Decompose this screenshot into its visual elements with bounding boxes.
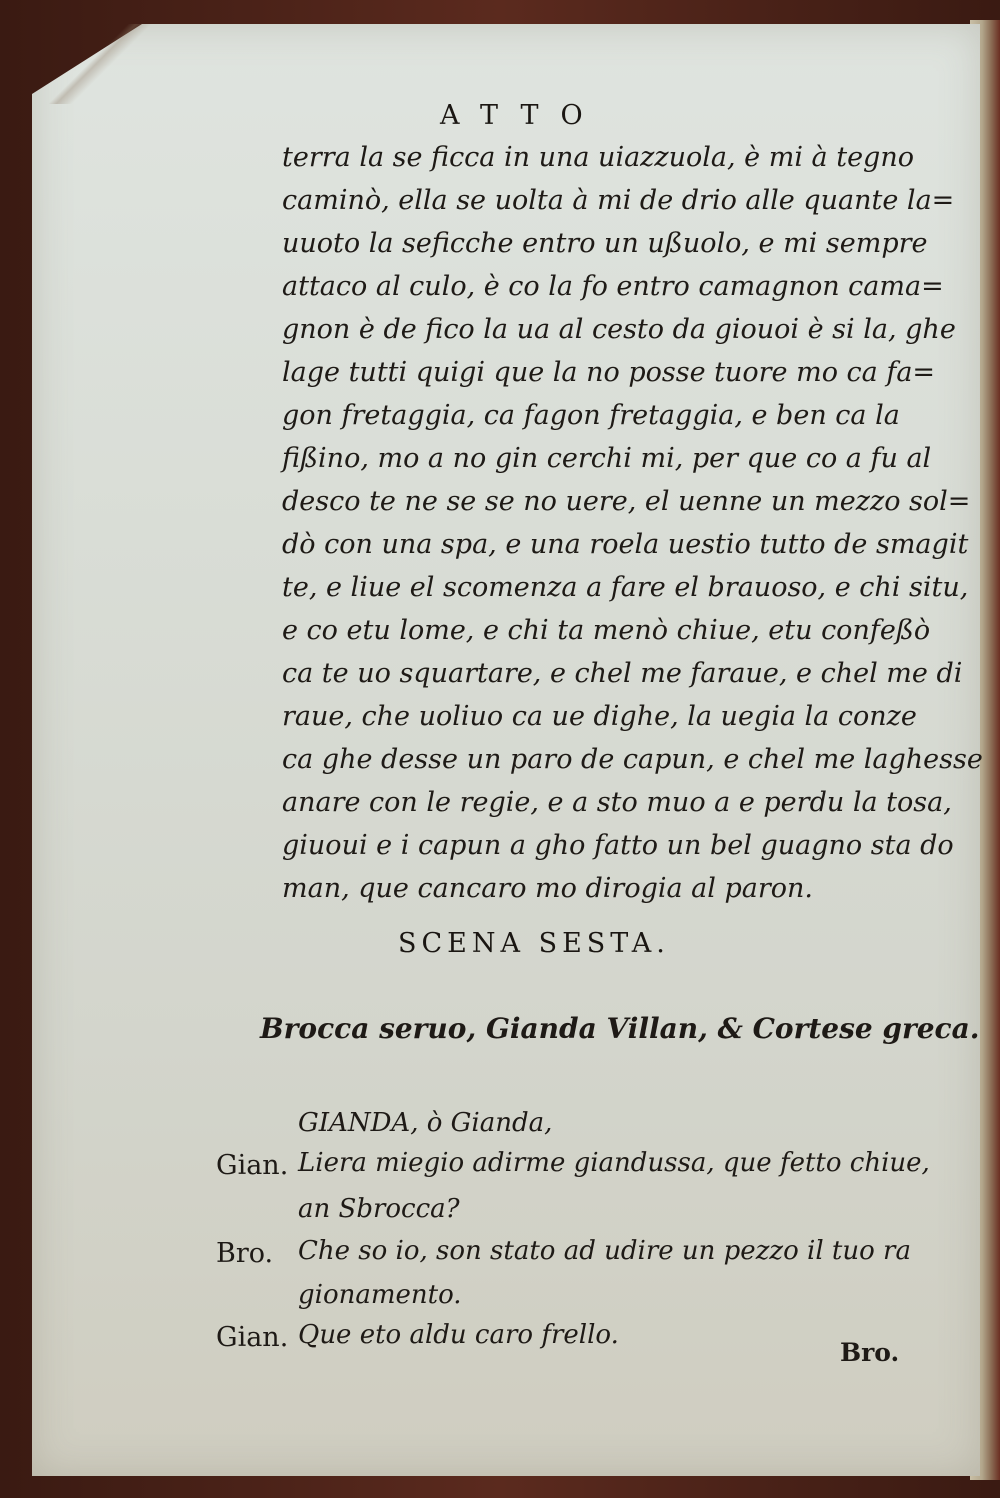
catchword: Bro. <box>840 1338 900 1367</box>
body-line: lage tutti quigi que la no posse tuore mo ca fa= <box>282 357 936 388</box>
dialogue-line: an Sbrocca? <box>298 1194 460 1224</box>
body-line: dò con una spa, e una roela uestio tutto de smagit <box>282 529 969 560</box>
dialogue-line: Liera miegio adirme giandussa, que fetto chiue, <box>298 1148 930 1178</box>
scene-title: SCENA SESTA. <box>398 928 670 959</box>
body-line: uuoto la seficche entro un ußuolo, e mi sempre <box>282 228 928 259</box>
dialogue-line: Che so io, son stato ad udire un pezzo il tuo ra <box>298 1236 911 1266</box>
dialogue-line: GIANDA, ò Gianda, <box>298 1108 553 1138</box>
body-line: anare con le regie, e a sto muo a e perdu la tosa, <box>282 787 952 818</box>
speaker-label: Bro. <box>216 1238 274 1269</box>
body-line: gnon è de fico la ua al cesto da giouoi è si la, ghe <box>282 314 956 345</box>
dialogue-line: Que eto aldu caro frello. <box>298 1320 619 1350</box>
body-line: desco te ne se se no uere, el uenne un mezzo sol= <box>282 486 971 517</box>
body-line: e co etu lome, e chi ta menò chiue, etu confeßò <box>282 615 931 646</box>
body-line: ca te uo squartare, e chel me faraue, e chel me di <box>282 658 963 689</box>
body-line: te, e liue el scomenza a fare el brauoso, e chi situ, <box>282 572 969 603</box>
body-line: giuoui e i capun a gho fatto un bel guagno sta do <box>282 830 954 861</box>
body-line: terra la se ficca in una uiazzuola, è mi à tegno <box>282 142 914 173</box>
body-line: caminò, ella se uolta à mi de drio alle quante la= <box>282 185 955 216</box>
running-head: ATTO <box>440 100 605 131</box>
speaker-label: Gian. <box>216 1150 289 1181</box>
character-list: Brocca seruo, Gianda Villan, & Cortese greca. <box>260 1012 980 1045</box>
body-line: fißino, mo a no gin cerchi mi, per que co a fu al <box>282 443 932 474</box>
body-line: raue, che uoliuo ca ue dighe, la uegia la conze <box>282 701 917 732</box>
dialogue-line: gionamento. <box>298 1280 462 1310</box>
body-line: gon fretaggia, ca fagon fretaggia, e ben ca la <box>282 400 900 431</box>
body-line: man, que cancaro mo dirogia al paron. <box>282 873 814 904</box>
speaker-label: Gian. <box>216 1322 289 1353</box>
body-line: ca ghe desse un paro de capun, e chel me laghesse <box>282 744 983 775</box>
body-line: attaco al culo, è co la fo entro camagnon cama= <box>282 271 944 302</box>
